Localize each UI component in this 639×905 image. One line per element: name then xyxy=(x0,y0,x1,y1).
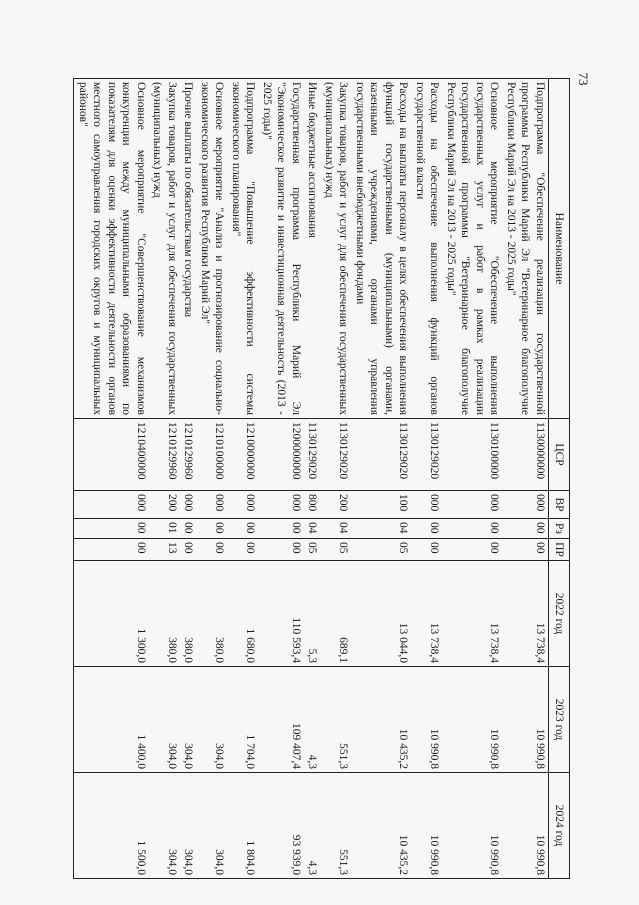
row-csr: 1200000000 xyxy=(259,419,305,491)
page-number: 73 xyxy=(576,72,591,86)
row-name: Прочие выплаты по обязательствам государства xyxy=(180,79,197,419)
header-vr: ВР xyxy=(549,491,570,519)
row-vr: 000 xyxy=(412,491,443,519)
row-vr: 000 xyxy=(180,491,197,519)
row-pr: 00 xyxy=(228,539,259,561)
row-rz: 00 xyxy=(228,519,259,539)
table-row xyxy=(352,79,412,879)
row-name: Расходы на обеспечение выполнения функций органов государственной власти xyxy=(412,79,443,419)
row-csr: 1210000000 xyxy=(228,419,259,491)
table-header-row xyxy=(549,79,570,879)
header-2024: 2024 год xyxy=(549,773,570,879)
row-pr: 00 xyxy=(197,539,228,561)
row-2024: 1 804,0 xyxy=(228,773,259,879)
row-2022: 13 044,0 xyxy=(352,561,412,667)
row-2024: 1 500,0 xyxy=(74,773,149,879)
row-2024: 551,3 xyxy=(321,773,352,879)
row-pr: 05 xyxy=(352,539,412,561)
row-vr: 000 xyxy=(259,491,305,519)
row-rz: 00 xyxy=(412,519,443,539)
row-name: Расходы на выплаты персоналу в целях обеспечения выполнения функций государственными (муниципальными) органами, казенными учреждениями, органами управления государственными внебюджетными фондами xyxy=(352,79,412,419)
row-2022: 380,0 xyxy=(149,561,180,667)
row-vr: 000 xyxy=(197,491,228,519)
row-name: Закупка товаров, работ и услуг для обеспечения государственных (муниципальных) нужд xyxy=(149,79,180,419)
row-vr: 200 xyxy=(321,491,352,519)
table-row xyxy=(149,79,180,879)
row-2023: 1 400,0 xyxy=(74,667,149,773)
row-vr: 000 xyxy=(443,491,503,519)
row-2022: 110 593,4 xyxy=(259,561,305,667)
row-2023: 109 407,4 xyxy=(259,667,305,773)
row-rz: 04 xyxy=(304,519,321,539)
row-csr: 1130129020 xyxy=(412,419,443,491)
row-2022: 13 738,4 xyxy=(503,561,549,667)
row-rz: 04 xyxy=(352,519,412,539)
row-2023: 4,3 xyxy=(304,667,321,773)
row-2023: 1 704,0 xyxy=(228,667,259,773)
row-name: Основное мероприятие "Обеспечение выполнения государственных услуг и работ в рамках реализации государственной программы "Ветеринарное благополучие Республики Марий Эл на 2013 - 2025 годы" xyxy=(443,79,503,419)
row-name: Подпрограмма "Повышение эффективности системы экономического планирования" xyxy=(228,79,259,419)
row-2024: 304,0 xyxy=(149,773,180,879)
row-name: Государственная программа Республики Марий Эл "Экономическое развитие и инвестиционная деятельность (2013 - 2025 годы)" xyxy=(259,79,305,419)
row-2022: 1 680,0 xyxy=(228,561,259,667)
row-2023: 10 435,2 xyxy=(352,667,412,773)
row-2022: 13 738,4 xyxy=(412,561,443,667)
table-row xyxy=(443,79,503,879)
row-pr: 00 xyxy=(180,539,197,561)
row-vr: 200 xyxy=(149,491,180,519)
row-2023: 551,3 xyxy=(321,667,352,773)
row-name: Основное мероприятие "Анализ и прогнозирование социально-экономического развития Республики Марий Эл" xyxy=(197,79,228,419)
row-2022: 5,3 xyxy=(304,561,321,667)
row-rz: 00 xyxy=(180,519,197,539)
row-csr: 1130100000 xyxy=(443,419,503,491)
row-csr: 1210400000 xyxy=(74,419,149,491)
header-2022: 2022 год xyxy=(549,561,570,667)
rotated-budget-table-sheet xyxy=(77,78,570,878)
row-2023: 10 990,8 xyxy=(412,667,443,773)
row-csr: 1210129960 xyxy=(149,419,180,491)
row-vr: 000 xyxy=(228,491,259,519)
row-pr: 05 xyxy=(304,539,321,561)
row-name: Закупка товаров, работ и услуг для обеспечения государственных (муниципальных) нужд xyxy=(321,79,352,419)
row-csr: 1210129960 xyxy=(180,419,197,491)
row-2024: 304,0 xyxy=(180,773,197,879)
row-csr: 1130129020 xyxy=(321,419,352,491)
header-csr: ЦСР xyxy=(549,419,570,491)
row-pr: 05 xyxy=(321,539,352,561)
row-pr: 00 xyxy=(412,539,443,561)
table-row xyxy=(228,79,259,879)
row-2023: 304,0 xyxy=(197,667,228,773)
row-2022: 689,1 xyxy=(321,561,352,667)
row-csr: 1130129020 xyxy=(304,419,321,491)
header-rz: Рз xyxy=(549,519,570,539)
row-pr: 00 xyxy=(503,539,549,561)
row-2022: 380,0 xyxy=(180,561,197,667)
row-2022: 1 300,0 xyxy=(74,561,149,667)
row-vr: 800 xyxy=(304,491,321,519)
row-vr: 100 xyxy=(352,491,412,519)
header-pr: ПР xyxy=(549,539,570,561)
row-pr: 00 xyxy=(74,539,149,561)
table-row xyxy=(74,79,149,879)
table-row xyxy=(503,79,549,879)
row-2024: 304,0 xyxy=(197,773,228,879)
row-rz: 00 xyxy=(197,519,228,539)
row-rz: 04 xyxy=(321,519,352,539)
budget-table xyxy=(74,78,571,879)
table-row xyxy=(197,79,228,879)
row-vr: 000 xyxy=(74,491,149,519)
row-name: Основное мероприятие "Совершенствование механизмов конкуренции между муниципальными образованиями по показателям для оценки эффективности деятельности органов местного самоуправления городских округов и муниципальных районов" xyxy=(74,79,149,419)
row-2024: 10 435,2 xyxy=(352,773,412,879)
table-row xyxy=(304,79,321,879)
row-2024: 10 990,8 xyxy=(443,773,503,879)
header-2023: 2023 год xyxy=(549,667,570,773)
row-rz: 00 xyxy=(503,519,549,539)
row-rz: 00 xyxy=(74,519,149,539)
table-row xyxy=(412,79,443,879)
table-row xyxy=(321,79,352,879)
row-2023: 304,0 xyxy=(149,667,180,773)
row-rz: 00 xyxy=(259,519,305,539)
row-2024: 10 990,8 xyxy=(412,773,443,879)
row-pr: 13 xyxy=(149,539,180,561)
row-csr: 1130129020 xyxy=(352,419,412,491)
row-rz: 00 xyxy=(443,519,503,539)
row-2023: 10 990,8 xyxy=(443,667,503,773)
row-pr: 00 xyxy=(259,539,305,561)
row-csr: 1210100000 xyxy=(197,419,228,491)
row-vr: 000 xyxy=(503,491,549,519)
table-row xyxy=(259,79,305,879)
row-2022: 13 738,4 xyxy=(443,561,503,667)
row-2022: 380,0 xyxy=(197,561,228,667)
row-name: Подпрограмма "Обеспечение реализации государственной программы Республики Марий Эл "Ветеринарное благополучие Республики Марий Эл на 2013 - 2025 годы" xyxy=(503,79,549,419)
row-2024: 4,3 xyxy=(304,773,321,879)
row-pr: 00 xyxy=(443,539,503,561)
table-row xyxy=(180,79,197,879)
row-2023: 10 990,8 xyxy=(503,667,549,773)
row-2023: 304,0 xyxy=(180,667,197,773)
row-csr: 1130000000 xyxy=(503,419,549,491)
row-2024: 93 939,0 xyxy=(259,773,305,879)
row-2024: 10 990,8 xyxy=(503,773,549,879)
row-name: Иные бюджетные ассигнования xyxy=(304,79,321,419)
row-rz: 01 xyxy=(149,519,180,539)
header-name: Наименование xyxy=(549,79,570,419)
